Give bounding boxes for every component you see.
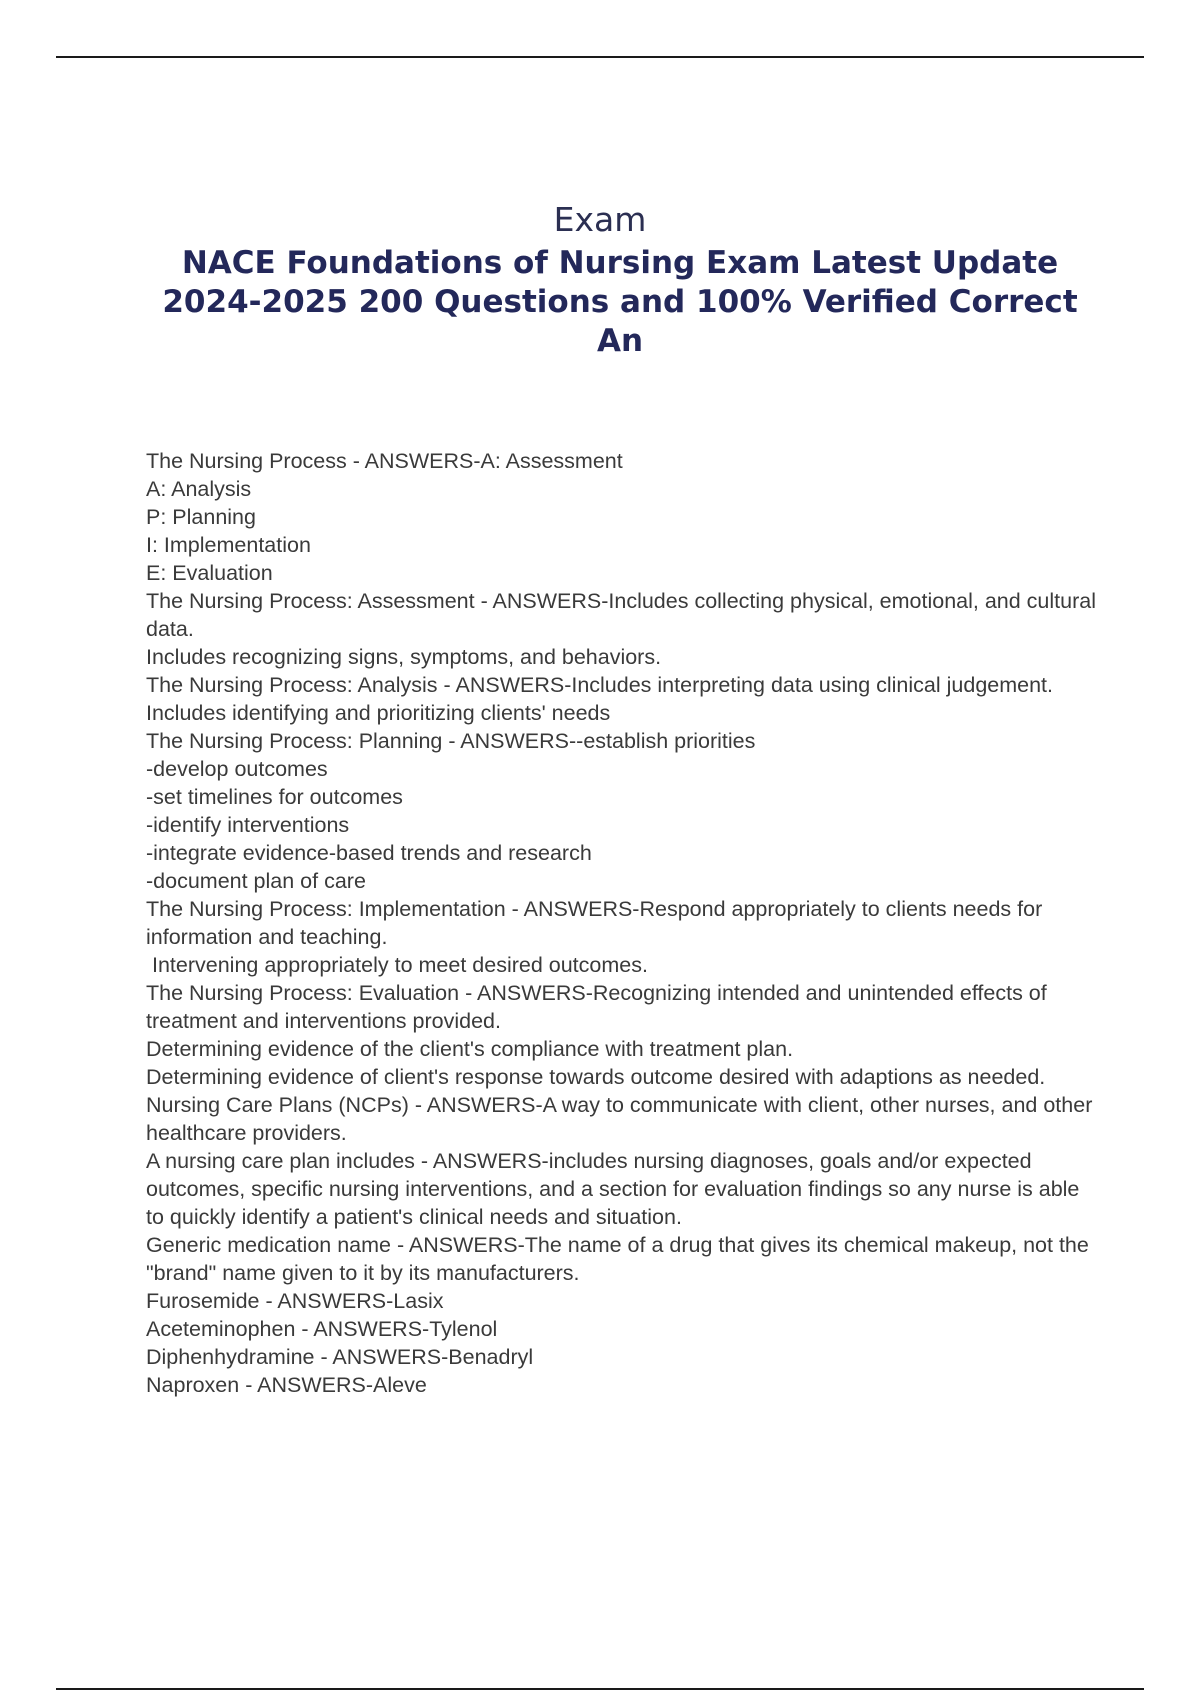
body-line: Naproxen - ANSWERS-Aleve [146,1373,427,1397]
body-line: -document plan of care [146,869,366,893]
bottom-rule [56,1688,1144,1690]
body-line: -set timelines for outcomes [146,785,403,809]
body-line: Determining evidence of the client's compliance with treatment plan. [146,1037,794,1061]
body-line: Determining evidence of client's response towards outcome desired with adaptions as needed. [146,1065,1046,1089]
body-line: The Nursing Process: Evaluation - ANSWERS-Recognizing intended and unintended effects of treatment and interventions provided. [146,981,1053,1033]
body-line: Intervening appropriately to meet desired outcomes. [146,953,648,977]
body-line: The Nursing Process: Implementation - ANSWERS-Respond appropriately to clients needs for information and teaching. [146,897,1049,949]
body-line: Aceteminophen - ANSWERS-Tylenol [146,1317,498,1341]
body-line: The Nursing Process - ANSWERS-A: Assessment [146,449,623,473]
body-line: I: Implementation [146,533,311,557]
body-line: Diphenhydramine - ANSWERS-Benadryl [146,1345,534,1369]
body-line: P: Planning [146,505,256,529]
body-line: -develop outcomes [146,757,328,781]
body-line: A nursing care plan includes - ANSWERS-includes nursing diagnoses, goals and/or expected outcomes, specific nursing interventions, and a section for evaluation findings so any nurse is able to quickly identify a patient's clinical needs and situation. [146,1149,1086,1229]
body-line: The Nursing Process: Analysis - ANSWERS-Includes interpreting data using clinical judgement. [146,673,1053,697]
body-line: Includes identifying and prioritizing clients' needs [146,701,611,725]
document-label: Exam [553,200,647,239]
top-rule [56,56,1144,58]
document-body [146,447,1102,1399]
body-line: Generic medication name - ANSWERS-The name of a drug that gives its chemical makeup, not the "brand" name given to it by its manufacturers. [146,1233,1095,1285]
body-line: Nursing Care Plans (NCPs) - ANSWERS-A way to communicate with client, other nurses, and other healthcare providers. [146,1093,1099,1145]
body-line: A: Analysis [146,477,252,501]
document-title: NACE Foundations of Nursing Exam Latest Update 2024-2025 200 Questions and 100% Verified Correct An [162,245,1078,359]
body-line: -identify interventions [146,813,350,837]
body-line: The Nursing Process: Planning - ANSWERS--establish priorities [146,729,756,753]
body-line: Includes recognizing signs, symptoms, and behaviors. [146,645,662,669]
body-line: The Nursing Process: Assessment - ANSWERS-Includes collecting physical, emotional, and cultural data. [146,589,1102,641]
body-line: Furosemide - ANSWERS-Lasix [146,1289,444,1313]
body-line: -integrate evidence-based trends and research [146,841,592,865]
body-line: E: Evaluation [146,561,273,585]
